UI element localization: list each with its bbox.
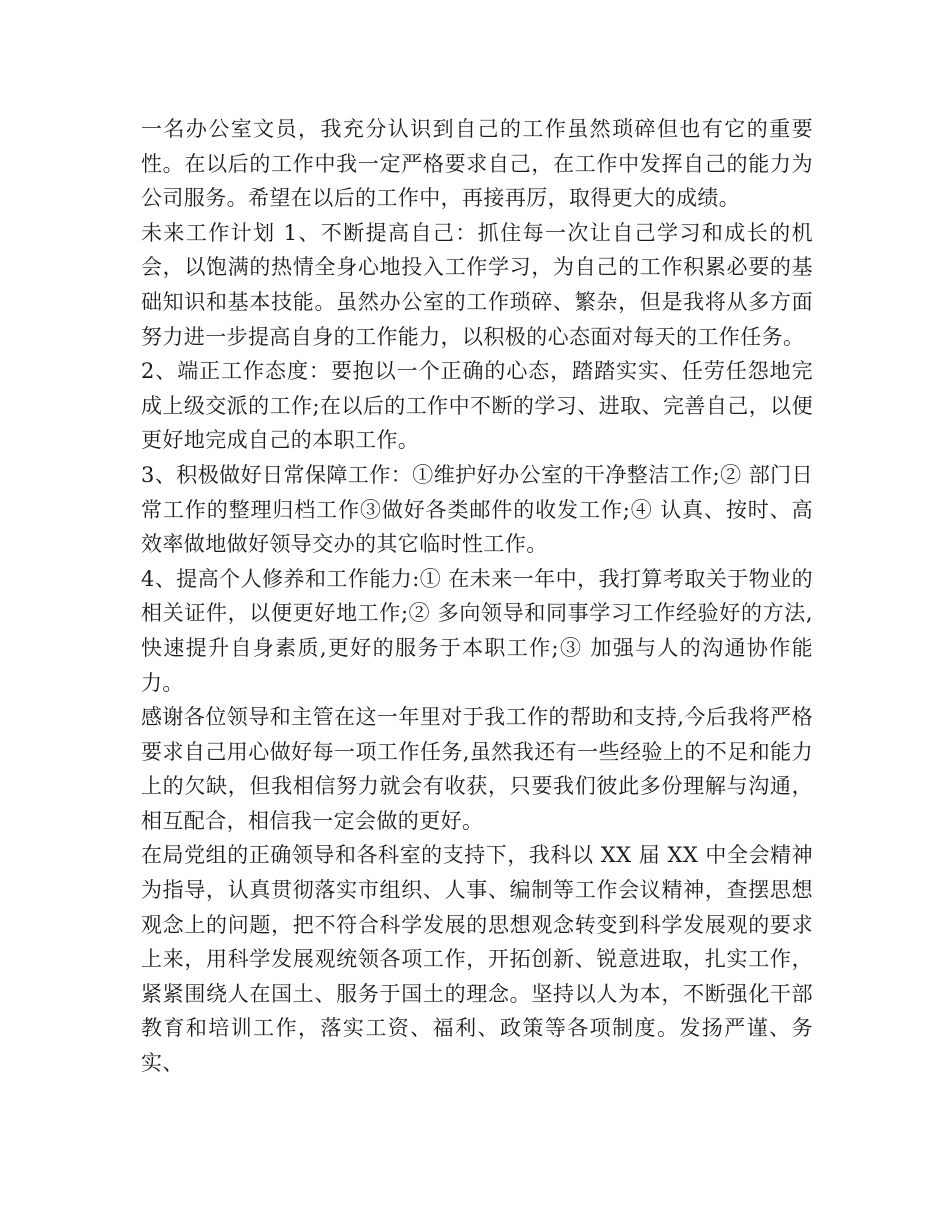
paragraph: 4、提高个人修养和工作能力:① 在未来一年中，我打算考取关于物业的相关证件，以便更好地工作;② 多向领导和同事学习工作经验好的方法,快速提升自身素质,更好的服务于本职工作;③ 加强与人的沟通协作能力。: [141, 566, 813, 695]
paragraph: 3、积极做好日常保障工作：①维护好办公室的干净整洁工作;② 部门日常工作的整理归档工作③做好各类邮件的收发工作;④ 认真、按时、高效率做地做好领导交办的其它临时性工作。: [141, 462, 813, 557]
paragraph: 感谢各位领导和主管在这一年里对于我工作的帮助和支持,今后我将严格要求自己用心做好每一项工作任务,虽然我还有一些经验上的不足和能力上的欠缺，但我相信努力就会有收获，只要我们彼此多份理解与沟通，相互配合，相信我一定会做的更好。: [141, 705, 813, 833]
paragraph: 未来工作计划 1、不断提高自己：抓住每一次让自己学习和成长的机会，以饱满的热情全身心地投入工作学习，为自己的工作积累必要的基础知识和基本技能。虽然办公室的工作琐碎、繁杂，但是我将从多方面努力进一步提高自身的工作能力，以积极的心态面对每天的工作任务。: [141, 220, 813, 349]
paragraph: 在局党组的正确领导和各科室的支持下，我科以 XX 届 XX 中全会精神为指导，认真贯彻落实市组织、人事、编制等工作会议精神，查摆思想观念上的问题，把不符合科学发展的思想观念转变到科学发展观的要求上来，用科学发展观统领各项工作，开拓创新、锐意进取，扎实工作，紧紧围绕人在国土、服务于国土的理念。坚持以人为本，不断强化干部教育和培训工作，落实工资、福利、政策等各项制度。发扬严谨、务实、: [141, 843, 813, 1076]
document-body: [141, 112, 813, 1081]
paragraph: 一名办公室文员，我充分认识到自己的工作虽然琐碎但也有它的重要性。在以后的工作中我一定严格要求自己，在工作中发挥自己的能力为公司服务。希望在以后的工作中，再接再厉，取得更大的成绩。: [141, 117, 813, 211]
paragraph: 2、端正工作态度：要抱以一个正确的心态，踏踏实实、任劳任怨地完成上级交派的工作;在以后的工作中不断的学习、进取、完善自己，以便更好地完成自己的本职工作。: [141, 359, 813, 453]
